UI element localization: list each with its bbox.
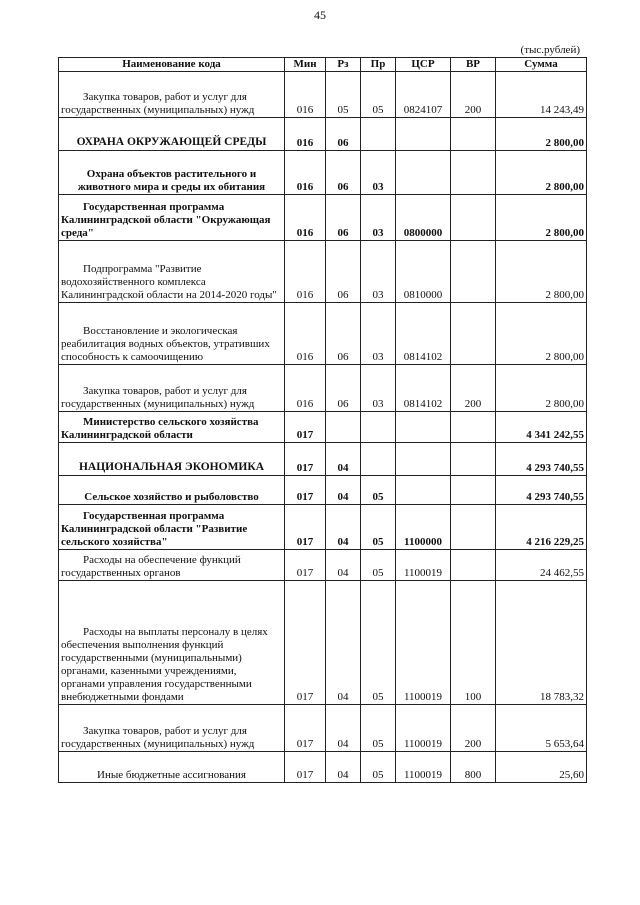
row-rz: 06 [326,151,361,195]
row-min: 016 [285,151,326,195]
row-name: Охрана объектов растительного и животного мира и среды их обитания [59,151,285,195]
row-pr [361,412,396,443]
row-rz: 04 [326,443,361,476]
row-name: Расходы на выплаты персоналу в целях обеспечения выполнения функций государственными (муниципальными) органами, казенными учреждениями, органами управления государственными внебюджетными фондами [59,581,285,705]
row-min: 017 [285,505,326,550]
row-sum: 25,60 [496,752,587,783]
row-sum: 4 216 229,25 [496,505,587,550]
table-row [59,72,587,118]
row-csr: 0800000 [396,195,451,241]
row-pr [361,443,396,476]
row-sum: 2 800,00 [496,118,587,151]
budget-table [58,57,587,783]
row-pr: 05 [361,505,396,550]
row-sum: 2 800,00 [496,365,587,412]
row-sum: 5 653,64 [496,705,587,752]
row-min: 017 [285,581,326,705]
row-sum: 2 800,00 [496,151,587,195]
row-name: Восстановление и экологическая реабилитация водных объектов, утративших способность к самоочищению [59,303,285,365]
row-rz: 04 [326,550,361,581]
row-pr: 05 [361,581,396,705]
row-pr: 03 [361,303,396,365]
row-rz: 06 [326,118,361,151]
row-csr: 1100000 [396,505,451,550]
row-vr [451,303,496,365]
header-csr: ЦСР [396,58,451,72]
row-sum: 4 341 242,55 [496,412,587,443]
table-row [59,303,587,365]
table-row [59,581,587,705]
row-min: 016 [285,72,326,118]
row-name: Сельское хозяйство и рыболовство [59,476,285,505]
row-sum: 2 800,00 [496,303,587,365]
row-sum: 18 783,32 [496,581,587,705]
row-min: 016 [285,303,326,365]
row-vr [451,412,496,443]
row-sum: 4 293 740,55 [496,476,587,505]
header-vr: ВР [451,58,496,72]
row-csr [396,443,451,476]
row-vr [451,241,496,303]
row-vr [451,195,496,241]
row-rz: 04 [326,505,361,550]
table-row [59,705,587,752]
row-rz: 06 [326,241,361,303]
row-min: 016 [285,195,326,241]
row-sum: 2 800,00 [496,195,587,241]
row-name: Закупка товаров, работ и услуг для государственных (муниципальных) нужд [59,705,285,752]
table-row [59,476,587,505]
row-vr: 800 [451,752,496,783]
header-sum: Сумма [496,58,587,72]
row-min: 017 [285,412,326,443]
table-row [59,151,587,195]
row-vr: 100 [451,581,496,705]
row-name: Расходы на обеспечение функций государственных органов [59,550,285,581]
row-pr: 05 [361,476,396,505]
row-min: 016 [285,365,326,412]
row-pr: 03 [361,195,396,241]
table-row [59,412,587,443]
row-vr [451,443,496,476]
row-csr: 1100019 [396,581,451,705]
row-vr: 200 [451,705,496,752]
row-csr: 1100019 [396,752,451,783]
row-csr [396,118,451,151]
units-note: (тыс.рублей) [520,44,580,56]
row-name: Закупка товаров, работ и услуг для государственных (муниципальных) нужд [59,72,285,118]
table-header-row [59,58,587,72]
row-vr: 200 [451,365,496,412]
page-number: 45 [314,8,326,22]
row-name: ОХРАНА ОКРУЖАЮЩЕЙ СРЕДЫ [59,118,285,151]
row-rz: 06 [326,195,361,241]
row-pr: 03 [361,365,396,412]
row-min: 016 [285,118,326,151]
row-vr [451,476,496,505]
row-name: Иные бюджетные ассигнования [59,752,285,783]
row-min: 017 [285,476,326,505]
row-vr [451,118,496,151]
row-csr [396,151,451,195]
table-row [59,505,587,550]
row-name: НАЦИОНАЛЬНАЯ ЭКОНОМИКА [59,443,285,476]
table-row [59,195,587,241]
row-csr: 1100019 [396,705,451,752]
row-vr: 200 [451,72,496,118]
row-rz [326,412,361,443]
row-rz: 04 [326,581,361,705]
row-name: Закупка товаров, работ и услуг для государственных (муниципальных) нужд [59,365,285,412]
table-row [59,443,587,476]
row-name: Министерство сельского хозяйства Калининградской области [59,412,285,443]
row-rz: 04 [326,705,361,752]
row-name: Государственная программа Калининградской области "Развитие сельского хозяйства" [59,505,285,550]
table-row [59,241,587,303]
row-rz: 06 [326,365,361,412]
row-csr: 1100019 [396,550,451,581]
header-min: Мин [285,58,326,72]
row-csr: 0810000 [396,241,451,303]
header-rz: Рз [326,58,361,72]
row-pr: 05 [361,72,396,118]
row-pr [361,118,396,151]
table-row [59,365,587,412]
row-min: 016 [285,241,326,303]
row-vr [451,151,496,195]
row-csr [396,412,451,443]
row-rz: 05 [326,72,361,118]
table-row [59,118,587,151]
row-min: 017 [285,443,326,476]
row-pr: 03 [361,241,396,303]
header-pr: Пр [361,58,396,72]
row-sum: 24 462,55 [496,550,587,581]
row-rz: 04 [326,476,361,505]
row-min: 017 [285,752,326,783]
row-rz: 06 [326,303,361,365]
row-min: 017 [285,705,326,752]
row-sum: 2 800,00 [496,241,587,303]
table-row [59,550,587,581]
header-name: Наименование кода [59,58,285,72]
row-csr: 0824107 [396,72,451,118]
row-pr: 03 [361,151,396,195]
row-min: 017 [285,550,326,581]
row-name: Государственная программа Калининградской области "Окружающая среда" [59,195,285,241]
row-pr: 05 [361,705,396,752]
row-vr [451,550,496,581]
row-rz: 04 [326,752,361,783]
row-pr: 05 [361,752,396,783]
row-csr: 0814102 [396,365,451,412]
row-vr [451,505,496,550]
row-csr: 0814102 [396,303,451,365]
row-sum: 4 293 740,55 [496,443,587,476]
row-sum: 14 243,49 [496,72,587,118]
row-pr: 05 [361,550,396,581]
row-name: Подпрограмма "Развитие водохозяйственного комплекса Калининградской области на 2014-2020 годы" [59,241,285,303]
table-row [59,752,587,783]
row-csr [396,476,451,505]
